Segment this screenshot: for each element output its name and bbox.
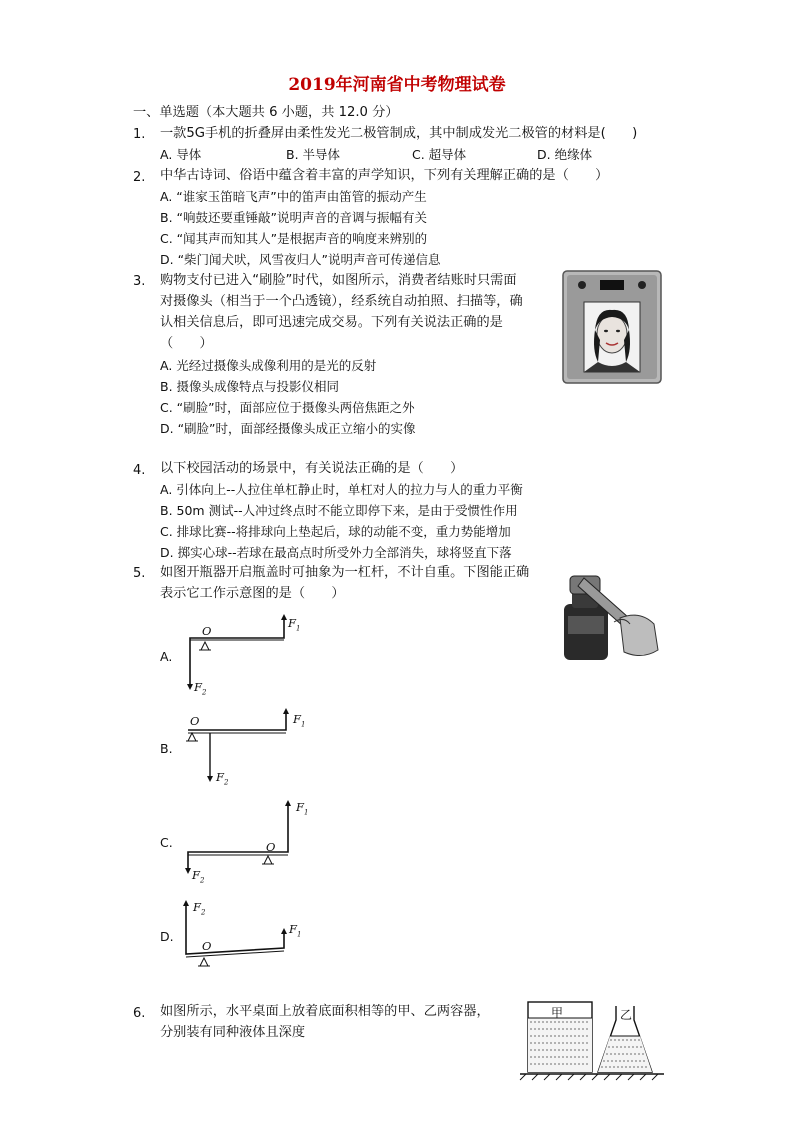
option-a: A. 光经过摄像头成像利用的是光的反射: [160, 358, 377, 373]
question-number: 3.: [133, 274, 146, 289]
option-d: D. “柴门闻犬吠，风雪夜归人”说明声音可传递信息: [160, 252, 441, 267]
option-c: C. 超导体: [412, 147, 467, 162]
question-number: 1.: [133, 127, 146, 142]
option-c: C. 排球比赛--将排球向上垫起后，球的动能不变，重力势能增加: [160, 524, 511, 539]
question-stem: 一款5G手机的折叠屏由柔性发光二极管制成，其中制成发光二极管的材料是( ): [160, 126, 638, 141]
question-number: 4.: [133, 463, 146, 478]
pivot-label: O: [190, 714, 200, 728]
option-c: C. “刷脸”时，面部应位于摄像头两倍焦距之外: [160, 400, 415, 415]
force-f1-label: $F_1$: [289, 922, 302, 939]
force-f2-label: $F_2$: [216, 770, 229, 787]
option-c-letter: C.: [160, 835, 173, 850]
question-stem-line: 如图所示，水平桌面上放着底面积相等的甲、乙两容器，: [160, 1004, 490, 1019]
container-label-jia: 甲: [551, 1006, 564, 1020]
question-stem: 中华古诗词、俗语中蕴含着丰富的声学知识，下列有关理解正确的是（ ）: [160, 168, 609, 183]
force-f2-label: $F_2$: [192, 868, 205, 885]
option-b: B. 半导体: [286, 147, 341, 162]
pivot-label: O: [266, 840, 276, 854]
option-b: B. “响鼓还要重锤敲”说明声音的音调与振幅有关: [160, 210, 427, 225]
option-a: A. 引体向上--人拉住单杠静止时，单杠对人的拉力与人的重力平衡: [160, 482, 523, 497]
bottle-opener-figure: [554, 564, 662, 662]
question-number: 2.: [133, 170, 146, 185]
force-f2-label: $F_2$: [193, 900, 206, 917]
question-number: 6.: [133, 1006, 146, 1021]
force-f1-label: $F_1$: [293, 712, 306, 729]
option-d-letter: D.: [160, 929, 174, 944]
option-a: A. “谁家玉笛暗飞声”中的笛声由笛管的振动产生: [160, 189, 427, 204]
section-heading: 一、单选题（本大题共 6 小题，共 12.0 分）: [133, 105, 399, 120]
option-c: C. “闻其声而知其人”是根据声音的响度来辨别的: [160, 231, 428, 246]
force-f1-label: $F_1$: [288, 616, 301, 633]
question-stem-line: 认相关信息后，即可迅速完成交易。下列有关说法正确的是: [160, 315, 503, 330]
option-b: B. 50m 测试--人冲过终点时不能立即停下来，是由于受惯性作用: [160, 503, 518, 518]
force-f2-label: $F_2$: [194, 680, 207, 697]
option-b-letter: B.: [160, 741, 173, 756]
face-scan-terminal-figure: [562, 270, 662, 384]
question-number: 5.: [133, 566, 146, 581]
force-f1-label: $F_1$: [296, 800, 309, 817]
question-stem-line: 如图开瓶器开启瓶盖时可抽象为一杠杆，不计自重。下图能正确: [160, 565, 530, 580]
question-stem-line: 分别装有同种液体且深度: [160, 1025, 306, 1040]
pivot-label: O: [202, 624, 212, 638]
option-a: A. 导体: [160, 147, 202, 162]
option-a-letter: A.: [160, 649, 173, 664]
question-stem-line: 表示它工作示意图的是（ ）: [160, 586, 345, 601]
option-b: B. 摄像头成像特点与投影仪相同: [160, 379, 340, 394]
question-stem-line: 购物支付已进入“刷脸”时代，如图所示，消费者结账时只需面: [160, 273, 517, 288]
question-stem-line: （ ）: [160, 336, 213, 351]
question-stem-line: 对摄像头（相当于一个凸透镜），经系统自动拍照、扫描等，确: [160, 294, 523, 309]
option-d: D. “刷脸”时，面部经摄像头成正立缩小的实像: [160, 421, 416, 436]
containers-figure: [518, 996, 666, 1082]
question-stem: 以下校园活动的场景中，有关说法正确的是（ ）: [160, 461, 464, 476]
pivot-label: O: [202, 939, 212, 953]
page-title: 2019年河南省中考物理试卷: [288, 75, 506, 95]
option-d: D. 掷实心球--若球在最高点时所受外力全部消失，球将竖直下落: [160, 545, 512, 560]
option-d: D. 绝缘体: [537, 147, 593, 162]
container-label-yi: 乙: [620, 1008, 633, 1022]
